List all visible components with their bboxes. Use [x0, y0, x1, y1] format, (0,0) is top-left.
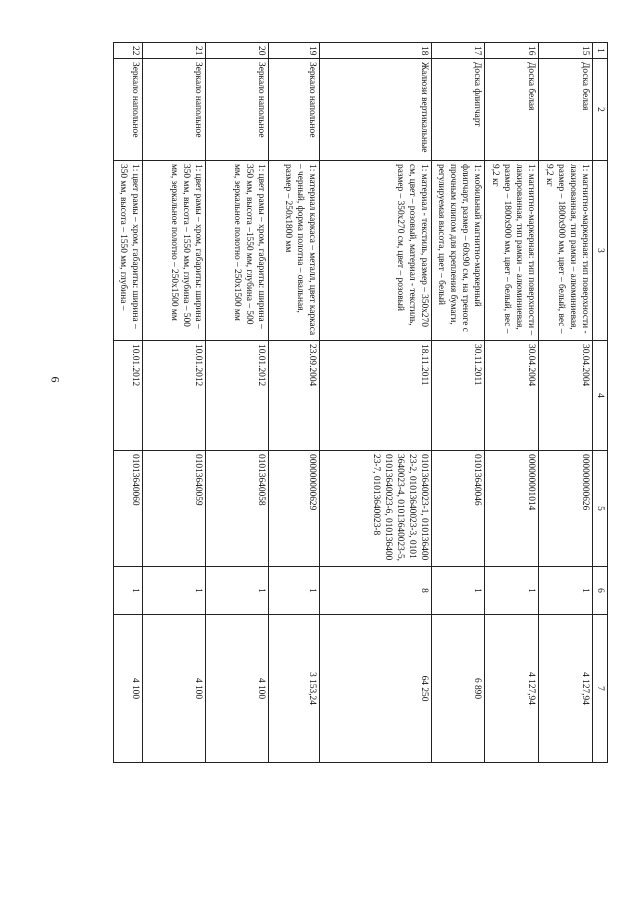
item-name: Доска флипчарт: [431, 59, 484, 161]
item-price: 4 100: [205, 615, 268, 763]
item-description: 1: цвет рамы – хром, габариты: ширина – 350 мм, высота – 1550 мм, глубина – 500 мм, зеркальное полотно – 250х1500 мм: [142, 161, 205, 341]
table-header-row: [592, 43, 607, 763]
page-number: 6: [48, 376, 63, 383]
rotated-page-content: [98, 42, 608, 762]
item-quantity: 1: [431, 567, 484, 615]
table-row: [538, 43, 592, 763]
item-quantity: 1: [484, 567, 538, 615]
item-description: 1: мобильный магнитно-маркерный флипчарт, размер – 60х90 см, на треноге с прочным клипом для крепления бумаги, регулируемая высота, цвет – белый: [431, 161, 484, 341]
item-description: 1: материал - текстиль, размер – 350х270 см, цвет – розовый, материал - текстиль, размер – 350х270 см, цвет – розовый: [319, 161, 431, 341]
item-description: 1: цвет рамы – хром, габариты: ширина – 350 мм, высота –1550 мм, глубина – 500 мм, зеркальное полотно – 250х1500 мм: [205, 161, 268, 341]
inventory-number: 01013640023-1, 01013640023-2, 01013640023-3, 01013640023-4, 01013640023-5, 01013640023-6, 01013640023-7, 01013640023-8: [319, 451, 431, 567]
item-quantity: 1: [268, 567, 319, 615]
row-number: 22: [113, 43, 142, 59]
item-name: Жалюзи вертикальные: [319, 59, 431, 161]
inventory-number: 000000001014: [484, 451, 538, 567]
row-number: 15: [538, 43, 592, 59]
inventory-number: 01013640058: [205, 451, 268, 567]
column-header: 5: [592, 451, 607, 567]
item-date: 10.01.2012: [205, 341, 268, 451]
item-date: 23.09.2004: [268, 341, 319, 451]
column-header: 6: [592, 567, 607, 615]
item-price: 4 127,94: [484, 615, 538, 763]
item-date: 10.01.2012: [142, 341, 205, 451]
table-row: [484, 43, 538, 763]
row-number: 19: [268, 43, 319, 59]
item-price: 3 153,24: [268, 615, 319, 763]
item-price: 4 127,94: [538, 615, 592, 763]
inventory-number: 000000000629: [268, 451, 319, 567]
item-price: 4 100: [142, 615, 205, 763]
item-description: 1: магнитно-маркерная: тип поверхности - лакированная, тип рамки – алюминиевая, размер – 1800х900 мм, цвет – белый, вес – 9,2 кг: [538, 161, 592, 341]
item-description: 1: материал каркаса – металл, цвет каркаса – черный, форма полотна – овальная, размер – 250х1800 мм: [268, 161, 319, 341]
item-name: Зеркало напольное: [268, 59, 319, 161]
item-quantity: 1: [113, 567, 142, 615]
inventory-table: [113, 42, 608, 763]
item-price: 6 890: [431, 615, 484, 763]
inventory-number: 01013640046: [431, 451, 484, 567]
item-date: 18.11.2011: [319, 341, 431, 451]
table-row: [142, 43, 205, 763]
column-header: 7: [592, 615, 607, 763]
item-date: 30.04.2004: [484, 341, 538, 451]
column-header: 1: [592, 43, 607, 59]
row-number: 21: [142, 43, 205, 59]
item-date: 30.11.2011: [431, 341, 484, 451]
item-quantity: 1: [142, 567, 205, 615]
item-description: 1: магнитно-маркерная: тип поверхности – лакированная, тип рамки – алюминиевая, размер – 1800х900 мм, цвет – белый, вес – 9,2 кг: [484, 161, 538, 341]
item-date: 30.04.2004: [538, 341, 592, 451]
item-quantity: 1: [538, 567, 592, 615]
item-name: Зеркало напольное: [205, 59, 268, 161]
row-number: 17: [431, 43, 484, 59]
item-price: 64 250: [319, 615, 431, 763]
item-name: Доска белая: [538, 59, 592, 161]
item-date: 10.01.2012: [113, 341, 142, 451]
item-description: 1: цвет рамы – хром, габариты: ширина – 350 мм, высота – 1550 мм, глубина –: [113, 161, 142, 341]
table-row: [205, 43, 268, 763]
inventory-number: 000000000626: [538, 451, 592, 567]
item-name: Зеркало напольное: [142, 59, 205, 161]
table-row: [319, 43, 431, 763]
row-number: 18: [319, 43, 431, 59]
item-quantity: 1: [205, 567, 268, 615]
inventory-number: 01013640060: [113, 451, 142, 567]
item-quantity: 8: [319, 567, 431, 615]
inventory-number: 01013640059: [142, 451, 205, 567]
column-header: 2: [592, 59, 607, 161]
item-price: 4 100: [113, 615, 142, 763]
item-name: Доска белая: [484, 59, 538, 161]
row-number: 16: [484, 43, 538, 59]
table-row: [431, 43, 484, 763]
table-row: [268, 43, 319, 763]
table-row: [113, 43, 142, 763]
item-name: Зеркало напольное: [113, 59, 142, 161]
column-header: 4: [592, 341, 607, 451]
column-header: 3: [592, 161, 607, 341]
row-number: 20: [205, 43, 268, 59]
